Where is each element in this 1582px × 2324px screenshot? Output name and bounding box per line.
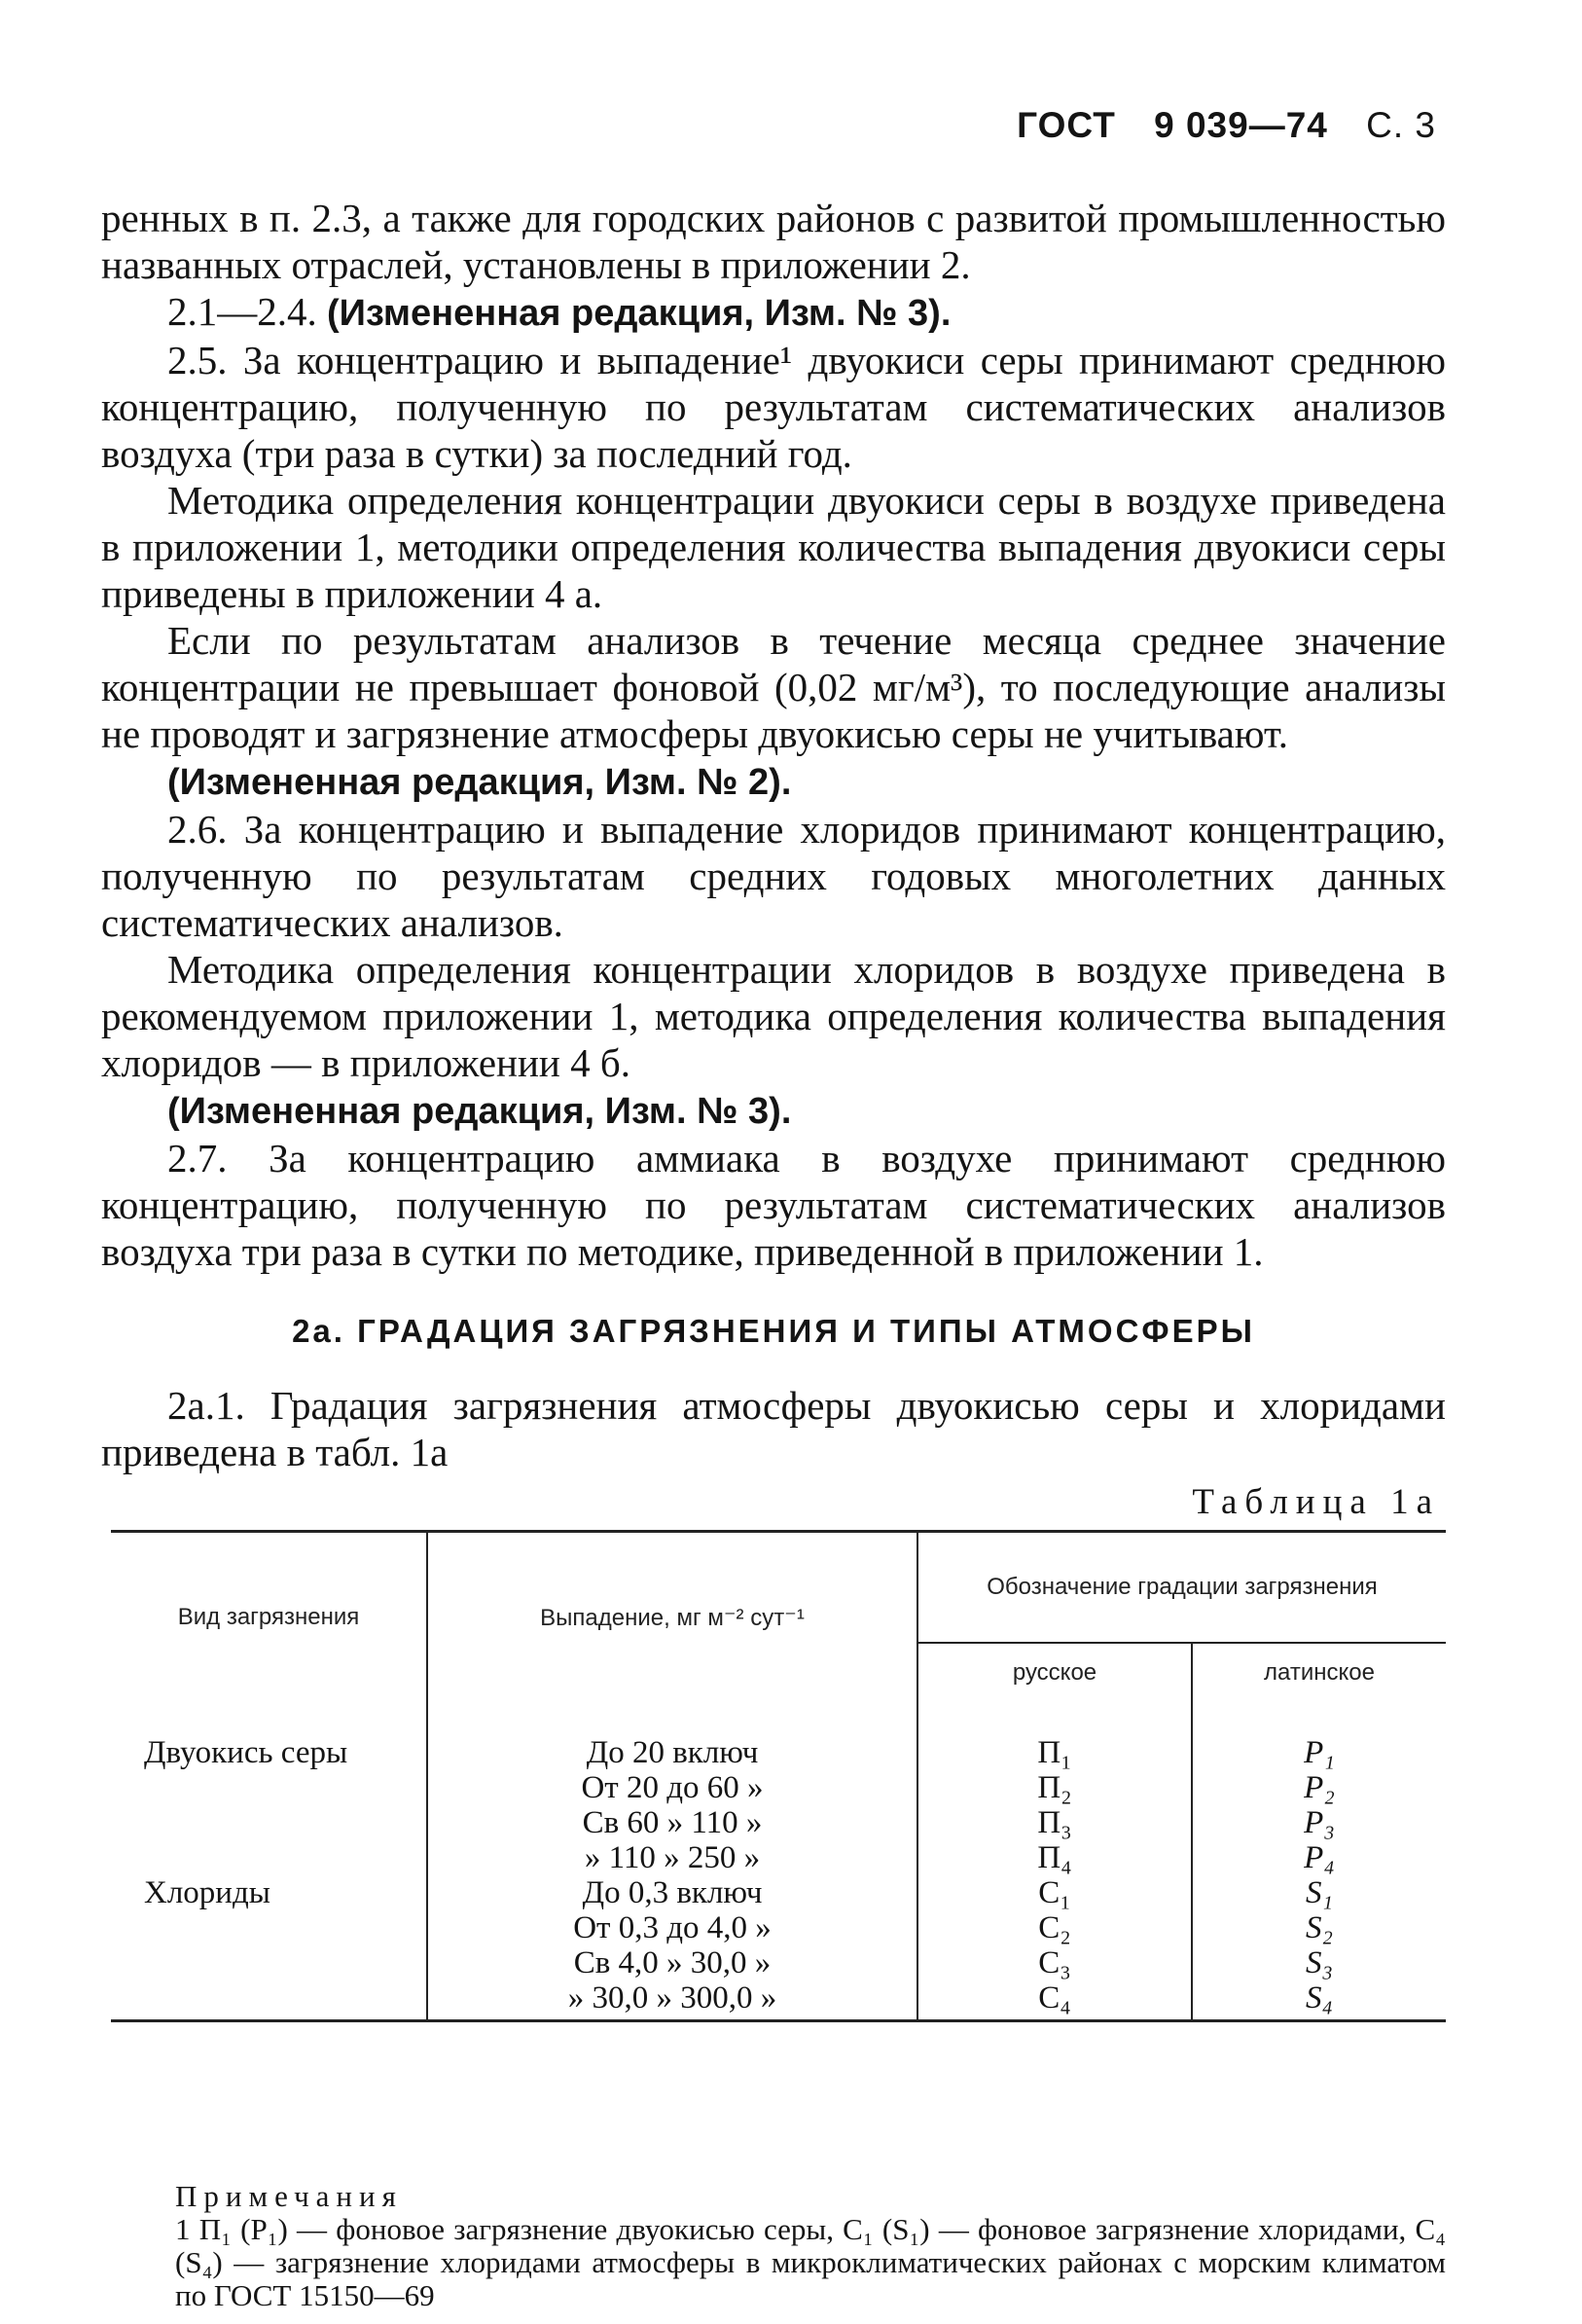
range-value: » 110 » 250 »: [584, 1840, 761, 1875]
code-lat: P₄: [1304, 1840, 1335, 1875]
page-number: С. 3: [1366, 105, 1436, 145]
header-vypadenie: Выпадение, мг м⁻² сут⁻¹: [427, 1532, 917, 1703]
paragraph: ренных в п. 2.3, а также для городских районов с развитой промышленностью названных отраслей, установлены в приложении 2.: [101, 196, 1446, 287]
notes: [175, 2180, 1446, 2312]
paragraph: [101, 757, 1446, 806]
table-label: Таблица 1а: [1192, 1482, 1440, 1522]
standard-label: ГОСТ: [1017, 105, 1116, 145]
notes-title: Примечания: [175, 2179, 403, 2213]
code-ru: П₂: [1037, 1770, 1072, 1805]
paragraph: Если по результатам анализов в течение месяца среднее значение концентрации не превышает фоновой (0,02 мг/м³), то последующие анализы не проводят и загрязнение атмосферы двуокисью серы не учитывают.: [101, 618, 1446, 756]
code-lat: S₂: [1306, 1910, 1333, 1945]
cell-vid: [111, 1702, 427, 2021]
paragraph: [101, 288, 1446, 337]
code-ru: П₄: [1037, 1840, 1072, 1875]
code-ru: П₃: [1037, 1805, 1072, 1840]
clause-number: 2.1—2.4.: [167, 289, 327, 334]
code-lat: S₁: [1306, 1875, 1333, 1910]
code-ru: С₂: [1038, 1910, 1071, 1945]
range-value: Св 60 » 110 »: [582, 1805, 763, 1840]
code-ru: П₁: [1037, 1735, 1072, 1770]
cell-vypadenie: [427, 1702, 917, 2021]
group-label: Двуокись серы: [144, 1735, 348, 1770]
paragraph: 2.5. За концентрацию и выпадение¹ двуокиси серы принимают среднюю концентрацию, полученную по результатам систематических анализов воздуха (три раза в сутки) за последний год.: [101, 338, 1446, 476]
code-ru: С₁: [1038, 1875, 1071, 1910]
header-latinskoe: латинское: [1264, 1659, 1375, 1686]
range-value: До 20 включ: [586, 1735, 759, 1770]
amendment-note: (Измененная редакция, Изм. № 3).: [167, 1091, 792, 1132]
table-row: [111, 1702, 1446, 2021]
cell-latinskoe: [1192, 1702, 1446, 2021]
cell-russkoe: [917, 1702, 1192, 2021]
paragraph: Методика определения концентрации хлоридов в воздухе приведена в рекомендуемом приложении 1, методика определения количества выпадения хлоридов — в приложении 4 б.: [101, 947, 1446, 1085]
paragraph: Методика определения концентрации двуокиси серы в воздухе приведена в приложении 1, методики определения количества выпадения двуокиси серы приведены в приложении 4 а.: [101, 478, 1446, 616]
code-lat: S₃: [1306, 1945, 1333, 1980]
header-vid: Вид загрязнения: [111, 1532, 427, 1703]
paragraph: [101, 1086, 1446, 1135]
header-oboznachenie: Обозначение градации загрязнения: [917, 1532, 1446, 1644]
range-value: » 30,0 » 300,0 »: [567, 1980, 777, 2015]
code-lat: P₃: [1304, 1805, 1335, 1840]
code-ru: С₄: [1038, 1980, 1071, 2015]
range-value: От 20 до 60 »: [581, 1770, 764, 1805]
page-header: [1017, 105, 1436, 146]
range-value: До 0,3 включ: [582, 1875, 763, 1910]
code-lat: P₁: [1304, 1735, 1335, 1770]
header-russkoe: русское: [917, 1643, 1192, 1702]
pollution-table: [111, 1530, 1446, 2022]
amendment-note: (Измененная редакция, Изм. № 2).: [167, 762, 792, 803]
paragraph: 2.6. За концентрацию и выпадение хлоридов принимают концентрацию, полученную по результатам средних годовых многолетних данных систематических анализов.: [101, 807, 1446, 945]
range-value: От 0,3 до 4,0 »: [573, 1910, 772, 1945]
section-intro: 2а.1. Градация загрязнения атмосферы двуокисью серы и хлоридами приведена в табл. 1а: [101, 1383, 1446, 1474]
range-value: Св 4,0 » 30,0 »: [573, 1945, 772, 1980]
group-label: Хлориды: [144, 1875, 270, 1910]
code-lat: P₂: [1304, 1770, 1335, 1805]
body-text: [101, 195, 1446, 1475]
paragraph: 2.7. За концентрацию аммиака в воздухе принимают среднюю концентрацию, полученную по результатам систематических анализов воздуха три раза в сутки по методике, приведенной в приложении 1.: [101, 1136, 1446, 1274]
code-ru: С₃: [1038, 1945, 1071, 1980]
amendment-note: (Измененная редакция, Изм. № 3).: [327, 293, 952, 334]
standard-number: 9 039—74: [1154, 105, 1328, 145]
notes-body: 1 П₁ (P₁) — фоновое загрязнение двуокисью серы, С₁ (S₁) — фоновое загрязнение хлоридами, С₄ (S₄) — загрязнение хлоридами атмосферы в микроклиматических районах с морским климатом по ГОСТ 15150—69: [175, 2212, 1446, 2312]
code-lat: S₄: [1306, 1980, 1333, 2015]
section-title: 2а. ГРАДАЦИЯ ЗАГРЯЗНЕНИЯ И ТИПЫ АТМОСФЕРЫ: [292, 1313, 1255, 1349]
